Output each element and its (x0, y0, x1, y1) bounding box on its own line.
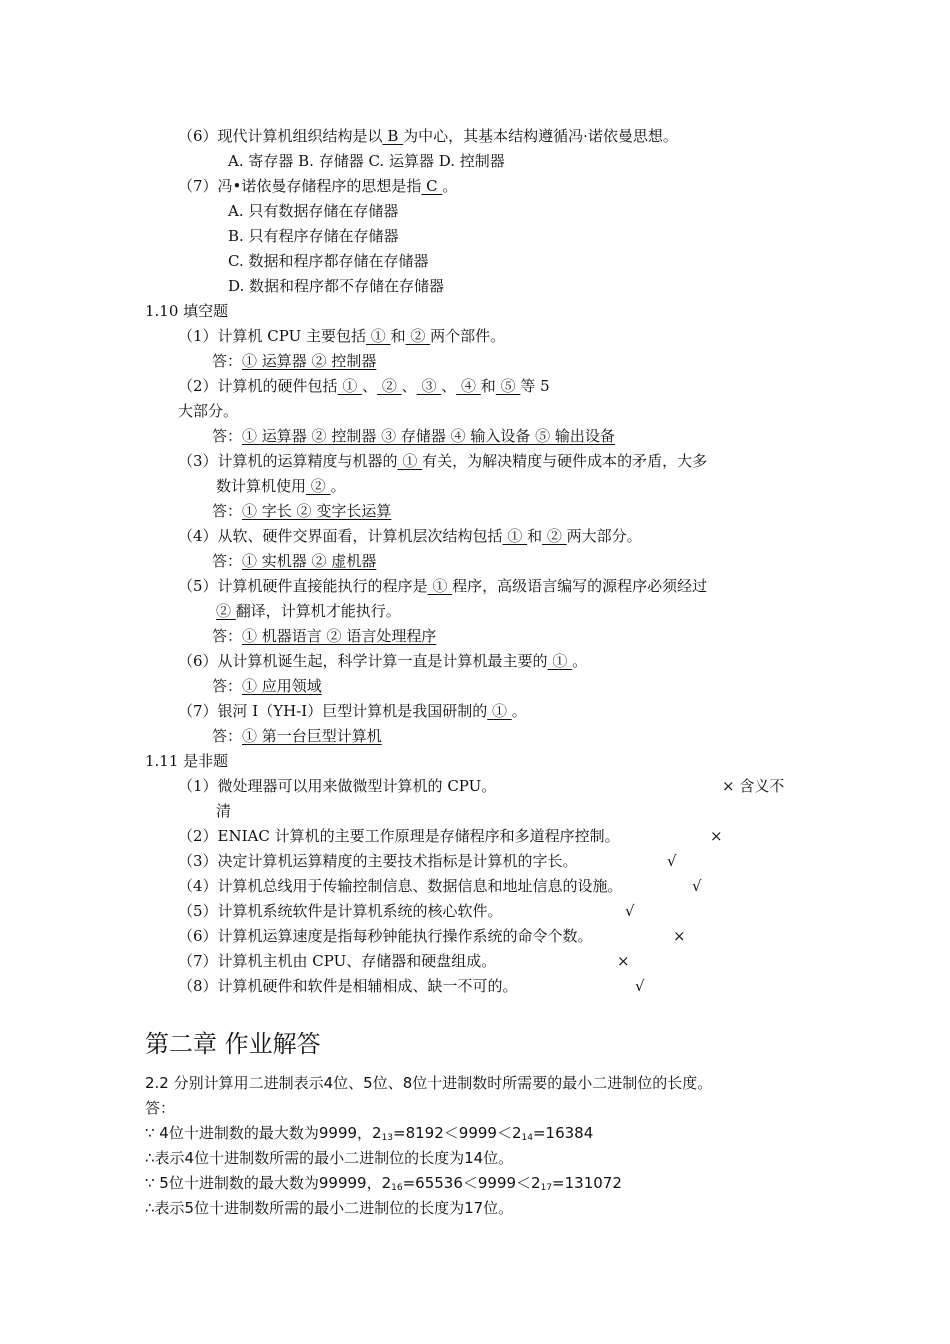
fill-q7 (178, 699, 527, 724)
fill-q5-cont-end: 翻译，计算机才能执行。 (235, 602, 401, 620)
q7-option-c: C. 数据和程序都存储在存储器 (228, 252, 429, 270)
tf-item-6: （6）计算机运算速度是指每秒钟能执行操作系统的命令个数。 (178, 927, 593, 945)
fill-q3-cont (216, 474, 346, 499)
tf-item-1: （1）微处理器可以用来做微型计算机的 CPU。 (178, 777, 497, 795)
q7-option-b: B. 只有程序存储在存储器 (228, 227, 399, 245)
fill-q1-mid: 和 (390, 327, 406, 345)
q6-text: （6）现代计算机组织结构是以 (178, 127, 383, 145)
blank: ① (337, 377, 363, 395)
fill-q3-end: 有关，为解决精度与硬件成本的矛盾，大多 (422, 452, 708, 470)
blank: ④ (456, 377, 481, 395)
fill-q2 (178, 374, 550, 399)
fill-q5-answer (212, 624, 436, 649)
fill-q1-answer (212, 349, 376, 374)
section-heading-fill: 1.10 填空题 (145, 302, 229, 320)
answer-text: ① 机器语言 ② 语言处理程序 (242, 627, 437, 645)
tf-item-5: （5）计算机系统软件是计算机系统的核心软件。 (178, 902, 503, 920)
tf-item-8: （8）计算机硬件和软件是相辅相成、缺一不可的。 (178, 977, 518, 995)
tf-item-3: （3）决定计算机运算精度的主要技术指标是计算机的字长。 (178, 852, 578, 870)
blank: ③ (416, 377, 442, 395)
fill-q7-end: 。 (511, 702, 527, 720)
tf-mark-4: √ (692, 877, 702, 895)
exponent: 14 (521, 1133, 533, 1143)
sep: 、 (401, 377, 417, 395)
tf-mark-2: × (710, 827, 723, 845)
q7-text: （7）冯•诺依曼存储程序的思想是指 (178, 177, 422, 195)
fill-q3 (178, 449, 707, 474)
answer-label: 答： (212, 427, 243, 445)
fill-q5-end: 程序，高级语言编写的源程序必须经过 (452, 577, 708, 595)
q-1-9-7 (178, 174, 457, 199)
tf-mark-7: × (617, 952, 630, 970)
exponent: 16 (391, 1183, 403, 1193)
section-heading-tf: 1.11 是非题 (145, 752, 229, 770)
fill-q3-answer (212, 499, 391, 524)
blank: ① (487, 702, 512, 720)
ch2-answer-label: 答： (145, 1099, 176, 1117)
fill-q1-text: （1）计算机 CPU 主要包括 (178, 327, 367, 345)
fill-q1-end: 两个部件。 (430, 327, 506, 345)
answer-text: ① 运算器 ② 控制器 (242, 352, 377, 370)
fill-q2-answer (212, 424, 615, 449)
answer-text: ① 第一台巨型计算机 (242, 727, 382, 745)
blank: ② (542, 527, 567, 545)
tf-mark-3: √ (667, 852, 677, 870)
fill-q5 (178, 574, 707, 599)
exponent: 13 (381, 1133, 394, 1143)
fill-q5-text: （5）计算机硬件直接能执行的程序是 (178, 577, 428, 595)
blank: ① (427, 577, 453, 595)
fill-q3-cont-text: 数计算机使用 (216, 477, 307, 495)
blank: ① (397, 452, 423, 470)
tf-mark-1: × 含义不 (722, 777, 785, 795)
fill-q4-end: 两大部分。 (566, 527, 642, 545)
answer-label: 答： (212, 552, 243, 570)
line-text: =8192＜9999＜2 (393, 1124, 522, 1142)
tf-item-4: （4）计算机总线用于传输控制信息、数据信息和地址信息的设施。 (178, 877, 623, 895)
tf-mark-6: × (673, 927, 686, 945)
q7-option-a: A. 只有数据存储在存储器 (228, 202, 399, 220)
fill-q6-end: 。 (572, 652, 588, 670)
line-text: ∵ 5位十进制数的最大数为99999，2 (145, 1174, 392, 1192)
fill-q4 (178, 524, 642, 549)
fill-q6-text: （6）从计算机诞生起，科学计算一直是计算机最主要的 (178, 652, 548, 670)
q7-option-d: D. 数据和程序都不存储在存储器 (228, 277, 445, 295)
answer-label: 答： (212, 352, 243, 370)
answer-label: 答： (212, 502, 243, 520)
fill-q4-text: （4）从软、硬件交界面看，计算机层次结构包括 (178, 527, 503, 545)
blank: ⑤ (495, 377, 521, 395)
blank: ② (405, 327, 431, 345)
blank: ② (306, 477, 331, 495)
fill-q6-answer (212, 674, 322, 699)
q7-answer-blank: C (421, 177, 443, 195)
blank: ① (366, 327, 391, 345)
ch2-question: 2.2 分别计算用二进制表示4位、5位、8位十进制数时所需要的最小二进制位的长度。 (145, 1074, 713, 1092)
fill-q1 (178, 324, 505, 349)
tf-mark-8: √ (635, 977, 645, 995)
q-1-9-6 (178, 124, 678, 149)
q7-text-end: 。 (442, 177, 458, 195)
q6-options: A. 寄存器 B. 存储器 C. 运算器 D. 控制器 (228, 152, 505, 170)
sep: 、 (441, 377, 457, 395)
tf-item-2: （2）ENIAC 计算机的主要工作原理是存储程序和多道程序控制。 (178, 827, 620, 845)
line-text: =131072 (552, 1174, 622, 1192)
fill-q5-cont (216, 599, 401, 624)
tf-mark-5: √ (625, 902, 635, 920)
fill-q4-answer (212, 549, 376, 574)
ch2-line-2: ∴表示4位十进制数所需的最小二进制位的长度为14位。 (145, 1149, 514, 1167)
fill-q6 (178, 649, 587, 674)
answer-text: ① 字长 ② 变字长运算 (242, 502, 392, 520)
answer-text: ① 运算器 ② 控制器 ③ 存储器 ④ 输入设备 ⑤ 输出设备 (242, 427, 615, 445)
blank: ② (216, 602, 236, 620)
fill-q7-text: （7）银河 I（YH-I）巨型计算机是我国研制的 (178, 702, 488, 720)
answer-text: ① 实机器 ② 虚机器 (242, 552, 377, 570)
answer-label: 答： (212, 677, 243, 695)
fill-q2-end: 等 5 (520, 377, 550, 395)
blank: ① (547, 652, 573, 670)
sep: 和 (480, 377, 496, 395)
q6-answer-blank: B (382, 127, 404, 145)
answer-text: ① 应用领域 (242, 677, 322, 695)
ch2-line-4: ∴表示5位十进制数所需的最小二进制位的长度为17位。 (145, 1199, 514, 1217)
answer-label: 答： (212, 627, 243, 645)
line-text: ∵ 4位十进制数的最大数为9999，2 (145, 1124, 382, 1142)
sep: 、 (362, 377, 378, 395)
tf-item-7: （7）计算机主机由 CPU、存储器和硬盘组成。 (178, 952, 497, 970)
blank: ① (502, 527, 528, 545)
fill-q2-text: （2）计算机的硬件包括 (178, 377, 338, 395)
fill-q3-text: （3）计算机的运算精度与机器的 (178, 452, 398, 470)
fill-q2-cont: 大部分。 (178, 402, 239, 420)
chapter-title: 第二章 作业解答 (145, 1030, 321, 1058)
line-text: =65536＜9999＜2 (402, 1174, 541, 1192)
answer-label: 答： (212, 727, 243, 745)
blank: ② (377, 377, 402, 395)
tf-item-1-cont: 清 (216, 802, 232, 820)
line-text: =16384 (532, 1124, 594, 1142)
q6-text-end: 为中心，其基本结构遵循冯·诺依曼思想。 (403, 127, 678, 145)
fill-q4-mid: 和 (527, 527, 543, 545)
exponent: 17 (540, 1183, 553, 1193)
fill-q7-answer (212, 724, 382, 749)
fill-q3-cont-end: 。 (330, 477, 346, 495)
